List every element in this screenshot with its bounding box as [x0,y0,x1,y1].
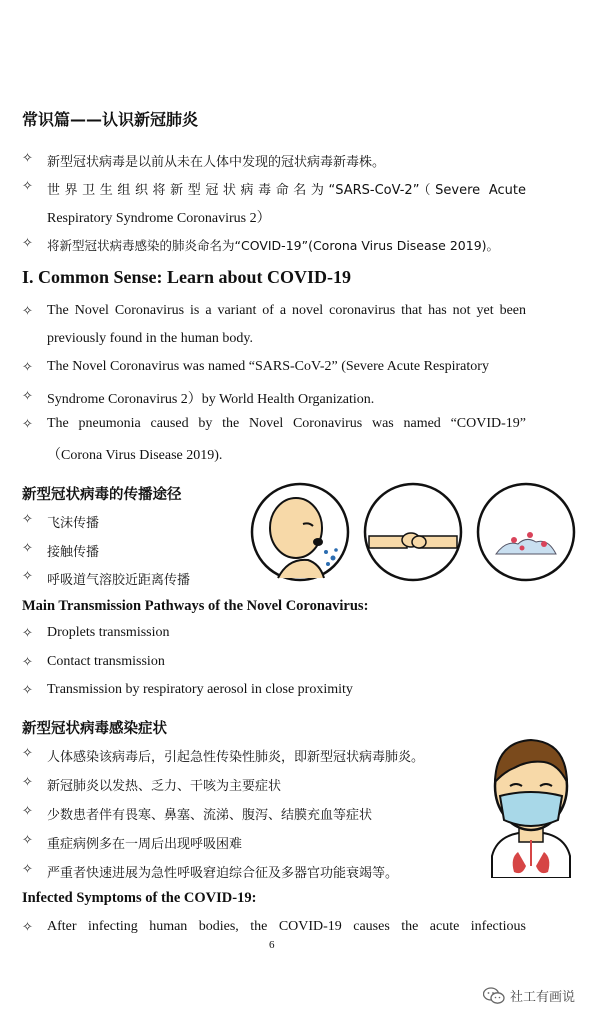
transmission-en-item-3: Transmission by respiratory aerosol in close proximity [47,682,353,697]
bullet-icon: ✧ [22,389,33,404]
bullet-icon: ✧ [22,304,33,319]
bullet-icon: ✧ [22,683,33,698]
bullet-icon: ✧ [22,236,33,251]
en-item-2: The Novel Coronavirus was named “SARS-CoV-2” (Severe Acute Respiratory [47,359,489,374]
masked-person-illustration [478,728,584,878]
watermark-text: 社工有画说 [510,990,576,1005]
sneeze-illustration [252,484,348,580]
symptoms-title-en: Infected Symptoms of the COVID-19: [22,890,257,906]
en-item-1-cont: previously found in the human body. [47,331,253,346]
transmission-title-cn: 新型冠状病毒的传播途径 [22,487,182,503]
transmission-cn-item-1: 飞沫传播 [47,516,100,531]
handshake-illustration [365,484,461,580]
section-title-cn: 常识篇——认识新冠肺炎 [22,110,199,129]
symptoms-cn-item-3: 少数患者伴有畏寒、鼻塞、流涕、腹泻、结膜充血等症状 [47,808,373,823]
transmission-title-en: Main Transmission Pathways of the Novel Coronavirus: [22,598,369,614]
bullet-icon: ✧ [22,360,33,375]
en-item-3: Syndrome Coronavirus 2）by World Health Organization. [47,392,375,407]
bullet-icon: ✧ [22,151,33,166]
cn-item-3: 将新型冠状病毒感染的肺炎命名为“COVID-19”(Corona Virus Disease 2019)。 [47,238,500,253]
cn-item-2: 世界卫生组织将新型冠状病毒命名为“SARS-CoV-2”（Severe Acute [47,183,526,198]
surface-virus-illustration [478,484,574,580]
bullet-icon: ✧ [22,746,33,761]
cn-item-2-cont: Respiratory Syndrome Coronavirus 2） [47,211,271,226]
symptoms-cn-item-1: 人体感染该病毒后，引起急性传染性肺炎，即新型冠状病毒肺炎。 [47,750,425,765]
bullet-icon: ✧ [22,626,33,641]
bullet-icon: ✧ [22,920,33,935]
page-number: 6 [269,939,275,951]
transmission-en-item-2: Contact transmission [47,654,165,669]
en-item-1: The Novel Coronavirus is a variant of a novel coronavirus that has not yet been [47,303,526,318]
transmission-cn-item-3: 呼吸道气溶胶近距离传播 [47,573,191,588]
bullet-icon: ✧ [22,775,33,790]
en-item-4-cont: （Corona Virus Disease 2019). [47,448,223,463]
bullet-icon: ✧ [22,833,33,848]
bullet-icon: ✧ [22,417,33,432]
watermark [483,986,575,1005]
symptoms-cn-item-2: 新冠肺炎以发热、乏力、干咳为主要症状 [47,779,282,794]
bullet-icon: ✧ [22,655,33,670]
cn-item-1: 新型冠状病毒是以前从未在人体中发现的冠状病毒新毒株。 [47,155,386,170]
symptoms-cn-item-4: 重症病例多在一周后出现呼吸困难 [47,837,243,852]
bullet-icon: ✧ [22,512,33,527]
bullet-icon: ✧ [22,569,33,584]
bullet-icon: ✧ [22,804,33,819]
symptoms-en-item-1: After infecting human bodies, the COVID-19 causes the acute infectious [47,919,526,934]
wechat-icon [483,987,505,1005]
symptoms-cn-item-5: 严重者快速进展为急性呼吸窘迫综合征及多器官功能衰竭等。 [47,866,399,881]
transmission-cn-item-2: 接触传播 [47,545,100,560]
transmission-en-item-1: Droplets transmission [47,625,170,640]
symptoms-title-cn: 新型冠状病毒感染症状 [22,721,167,737]
section-title-en: I. Common Sense: Learn about COVID-19 [22,267,352,287]
bullet-icon: ✧ [22,862,33,877]
bullet-icon: ✧ [22,541,33,556]
transmission-illustrations [248,480,588,584]
bullet-icon: ✧ [22,179,33,194]
en-item-4: The pneumonia caused by the Novel Coronavirus was named “COVID-19” [47,416,526,431]
